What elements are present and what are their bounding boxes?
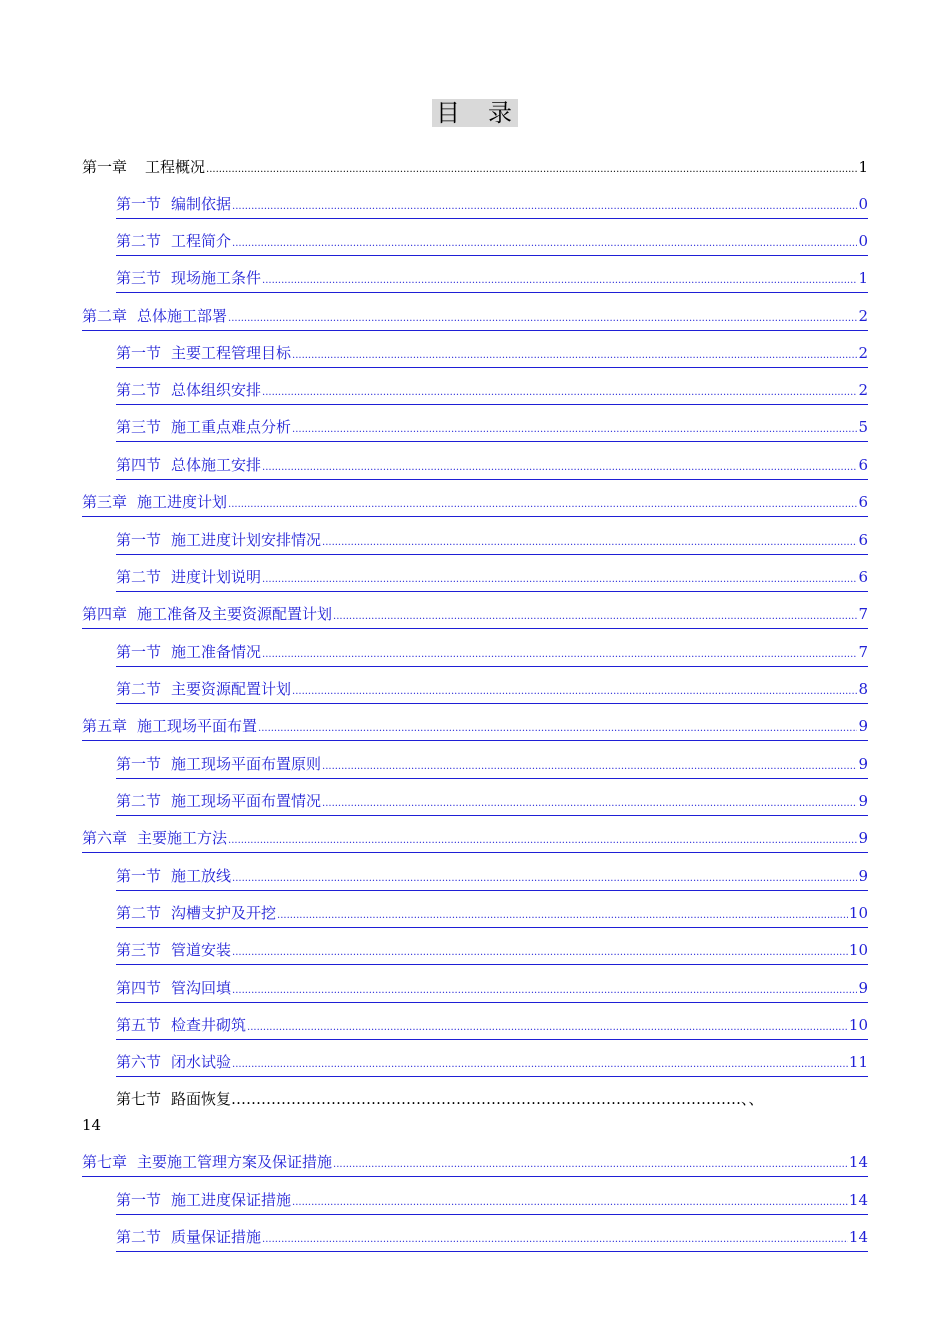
toc-entry-chapter [0,305,950,329]
leader-dots [292,1192,848,1214]
entry-text: 主要施工管理方案及保证措施 [137,1153,333,1171]
entry-prefix: 第一节 [116,195,162,213]
entry-page: 2 [858,307,868,325]
toc-entry-section [0,1226,950,1250]
entry-text: 施工准备及主要资源配置计划 [137,605,333,623]
entry-page: 7 [858,605,868,623]
entry-text: 施工进度计划安排情况 [171,531,322,549]
toc-link[interactable] [116,753,868,779]
entry-text: 施工现场平面布置原则 [171,755,322,773]
leader-dots [232,942,848,964]
toc-link[interactable] [116,678,868,704]
toc-title [0,99,950,127]
entry-prefix: 第四节 [116,979,162,997]
entry-page: 8 [858,680,868,698]
entry-page: 6 [858,568,868,586]
entry-page: 9 [858,755,868,773]
entry-prefix: 第一节 [116,1191,162,1209]
toc-link[interactable] [116,416,868,442]
entry-text: 施工进度计划 [137,493,228,511]
toc-entry-section [0,230,950,254]
leader-dots [228,308,857,330]
toc-link[interactable] [116,342,868,368]
entry-page: 5 [858,418,868,436]
entry-prefix: 第二节 [116,568,162,586]
toc-link[interactable] [116,566,868,592]
leader-dots [262,382,857,404]
entry-page: 6 [858,456,868,474]
toc-entry-section [0,193,950,217]
toc-entry-chapter [0,827,950,851]
entry-text: 质量保证措施 [171,1228,262,1246]
entry-page: 14 [848,1228,868,1246]
leader-dots [277,905,848,927]
entry-text: 施工现场平面布置情况 [171,792,322,810]
entry-prefix: 第二章 [82,307,128,325]
entry-text: 沟槽支护及开挖 [171,904,277,922]
entry-page: 10 [848,1016,868,1034]
entry-prefix: 第三章 [82,493,128,511]
entry-page: 2 [858,381,868,399]
entry-text: 主要施工方法 [137,829,228,847]
leader-dots [322,532,857,554]
toc-entry-section [0,790,950,814]
entry-prefix: 第一节 [116,344,162,362]
entry-page: 14 [848,1153,868,1171]
toc-link[interactable] [116,529,868,555]
leader-dots [292,419,857,441]
entry-text: 管道安装 [171,941,232,959]
entry-page: 0 [858,232,868,250]
entry-prefix: 第一节 [116,531,162,549]
leader-dots [322,756,857,778]
leader-dots [232,233,857,255]
toc-entry-section [0,902,950,926]
leader-dots [247,1017,848,1039]
leader-dots [206,159,857,181]
toc-link[interactable] [116,865,868,891]
toc-entry-chapter [0,1151,950,1175]
toc-link[interactable] [82,305,868,331]
toc-entry-section [0,566,950,590]
entry-prefix: 第六节 [116,1053,162,1071]
entry-prefix: 第四章 [82,605,128,623]
entry-prefix: 第三节 [116,941,162,959]
toc-link[interactable] [82,1151,868,1177]
toc-entry-section [0,1051,950,1075]
entry-prefix: 第二节 [116,381,162,399]
entry-text: 工程概况 [145,158,206,176]
entry-text: 主要资源配置计划 [171,680,292,698]
entry-prefix: 第五章 [82,717,128,735]
entry-text: 路面恢复 [171,1090,232,1108]
entry-text: 检查井砌筑 [171,1016,247,1034]
leader-dots [228,830,857,852]
entry-page: 6 [858,531,868,549]
toc-entry-section [0,379,950,403]
toc-link[interactable] [116,641,868,667]
entry-text: 施工重点难点分析 [171,418,292,436]
toc-entry-section [0,416,950,440]
toc-link[interactable] [116,977,868,1003]
entry-text: 工程简介 [171,232,232,250]
entry-text: 总体施工部署 [137,307,228,325]
toc-link[interactable] [116,902,868,928]
toc-link[interactable] [82,827,868,853]
leader-dots [258,718,857,740]
entry-page: 11 [848,1053,868,1071]
entry-prefix: 第五节 [116,1016,162,1034]
leader-dots [262,457,857,479]
toc-link[interactable] [116,379,868,405]
entry-prefix: 第二节 [116,792,162,810]
entry-page: 9 [858,792,868,810]
entry-page: 14 [82,1116,102,1134]
toc-entry-section [0,641,950,665]
toc-entry-chapter [0,603,950,627]
entry-page: 1 [858,269,868,287]
toc-entry-chapter [0,491,950,515]
toc-entry-section [0,1014,950,1038]
entry-prefix: 第二节 [116,1228,162,1246]
leader-dots: …………………………………………………………………………………………、、 [231,1090,764,1108]
leader-dots [232,980,857,1002]
entry-prefix: 第一节 [116,643,162,661]
entry-text: 施工准备情况 [171,643,262,661]
leader-dots [232,868,857,890]
entry-prefix: 第三节 [116,269,162,287]
toc-entry-plain [82,156,868,181]
leader-dots [228,494,857,516]
entry-text: 闭水试验 [171,1053,232,1071]
leader-dots [262,1229,848,1251]
leader-dots [232,1054,848,1076]
entry-prefix: 第七章 [82,1153,128,1171]
entry-text: 管沟回填 [171,979,232,997]
entry-page: 0 [858,195,868,213]
toc-entry-section [0,678,950,702]
entry-text: 编制依据 [171,195,232,213]
entry-page: 9 [858,867,868,885]
toc-link[interactable] [82,715,868,741]
toc-link[interactable] [116,1014,868,1040]
leader-dots [333,1154,848,1176]
entry-prefix: 第六章 [82,829,128,847]
toc-link[interactable] [116,454,868,480]
toc-entry-section [0,267,950,291]
toc-entry-section [0,1189,950,1213]
leader-dots [292,681,857,703]
toc-link[interactable] [116,939,868,965]
entry-page: 14 [848,1191,868,1209]
toc-link[interactable] [116,1226,868,1252]
leader-dots [262,270,857,292]
toc-link[interactable] [116,230,868,256]
toc-entry-section [0,454,950,478]
leader-dots [333,606,857,628]
toc-entry-section [0,977,950,1001]
entry-text: 施工放线 [171,867,232,885]
entry-page: 10 [848,941,868,959]
entry-text: 总体施工安排 [171,456,262,474]
entry-page: 9 [858,829,868,847]
entry-prefix: 第一节 [116,867,162,885]
entry-page: 9 [858,717,868,735]
entry-page: 10 [848,904,868,922]
toc-link[interactable] [82,491,868,517]
entry-prefix: 第一章 [82,158,128,176]
entry-page: 7 [858,643,868,661]
entry-page: 9 [858,979,868,997]
entry-text: 主要工程管理目标 [171,344,292,362]
entry-text: 总体组织安排 [171,381,262,399]
toc-link[interactable] [116,193,868,219]
toc-link[interactable] [82,603,868,629]
entry-prefix: 第二节 [116,904,162,922]
entry-page: 1 [858,158,868,176]
entry-page: 2 [858,344,868,362]
toc-link[interactable] [116,1051,868,1077]
entry-prefix: 第二节 [116,232,162,250]
entry-text: 施工进度保证措施 [171,1191,292,1209]
entry-text: 施工现场平面布置 [137,717,258,735]
toc-entry-section-plain [116,1088,868,1110]
leader-dots [292,345,857,367]
leader-dots [262,569,857,591]
entry-text: 进度计划说明 [171,568,262,586]
entry-prefix: 第四节 [116,456,162,474]
toc-link[interactable] [116,1189,868,1215]
leader-dots [262,644,857,666]
toc-entry-section [0,342,950,366]
entry-text: 现场施工条件 [171,269,262,287]
entry-page: 6 [858,493,868,511]
leader-dots [322,793,857,815]
toc-entry-section [0,939,950,963]
entry-prefix: 第一节 [116,755,162,773]
toc-entry-section [0,865,950,889]
entry-prefix: 第二节 [116,680,162,698]
toc-entry-chapter-1 [0,156,950,180]
entry-prefix: 第七节 [116,1090,162,1108]
toc-entry-section [0,753,950,777]
leader-dots [232,196,857,218]
entry-prefix: 第三节 [116,418,162,436]
toc-entry-section [0,529,950,553]
toc-title-text: 目 录 [432,99,518,127]
toc-link[interactable] [116,790,868,816]
toc-entry-chapter [0,715,950,739]
toc-link[interactable] [116,267,868,293]
